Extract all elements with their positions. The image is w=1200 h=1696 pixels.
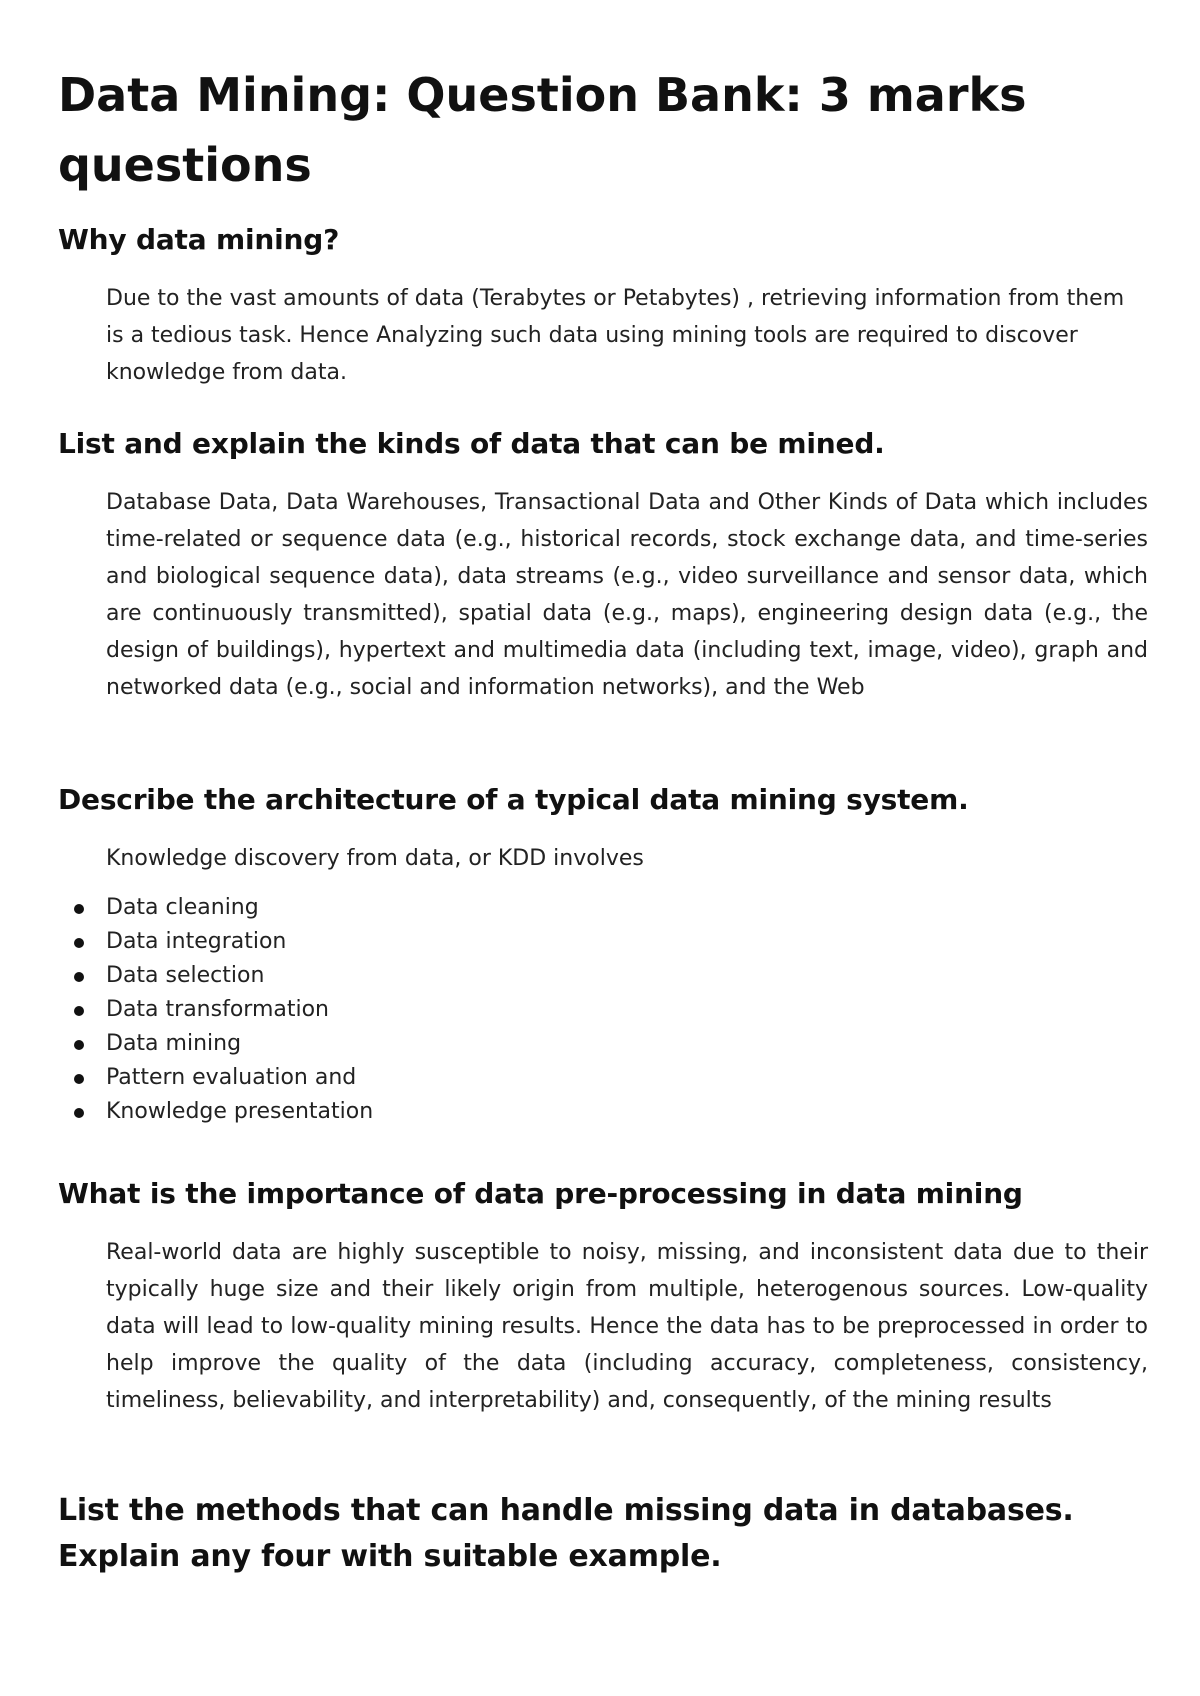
- section-heading: Describe the architecture of a typical data mining system.: [58, 783, 969, 816]
- list-item-label: Data selection: [106, 963, 265, 988]
- bullet-icon: [74, 1006, 84, 1016]
- list-item: [58, 959, 1148, 993]
- section-heading: List and explain the kinds of data that can be mined.: [58, 427, 885, 460]
- bullet-icon: [74, 938, 84, 948]
- section-missing-data: [58, 1488, 1148, 1580]
- list-item-label: Data cleaning: [106, 895, 259, 920]
- list-item: [58, 891, 1148, 925]
- section-kinds-of-data: [58, 422, 1148, 706]
- list-item-label: Knowledge presentation: [106, 1099, 374, 1124]
- bullet-icon: [74, 972, 84, 982]
- page-title: Data Mining: Question Bank: 3 marks questions: [58, 68, 1027, 192]
- kdd-steps-list: [58, 891, 1148, 1129]
- section-body: Real-world data are highly susceptible to noisy, missing, and inconsistent data due to their typically huge size and their likely origin from multiple, heterogenous sources. Low-quality data will lead to low-quality mining results. Hence the data has to be preprocessed in order to help improve the quality of the data (including accuracy, completeness, consistency, timeliness, believability, and interpretability) and, consequently, of the mining results: [106, 1240, 1148, 1413]
- section-heading: What is the importance of data pre-processing in data mining: [58, 1177, 1023, 1210]
- section-body: Due to the vast amounts of data (Terabytes or Petabytes) , retrieving information from them is a tedious task. Hence Analyzing such data using mining tools are required to discover knowledge from data.: [106, 286, 1125, 385]
- section-heading: List the methods that can handle missing data in databases. Explain any four with suitable example.: [58, 1493, 1074, 1574]
- list-item: [58, 993, 1148, 1027]
- list-item: [58, 1061, 1148, 1095]
- bullet-icon: [74, 904, 84, 914]
- section-preprocessing: [58, 1172, 1148, 1419]
- section-heading: Why data mining?: [58, 223, 340, 256]
- section-why-data-mining: [58, 218, 1148, 391]
- list-item-label: Data transformation: [106, 997, 329, 1022]
- section-body: Database Data, Data Warehouses, Transactional Data and Other Kinds of Data which includes time-related or sequence data (e.g., historical records, stock exchange data, and time-series and biological sequence data), data streams (e.g., video surveillance and sensor data, which are continuously transmitted), spatial data (e.g., maps), engineering design data (e.g., the design of buildings), hypertext and multimedia data (including text, image, video), graph and networked data (e.g., social and information networks), and the Web: [106, 490, 1148, 700]
- list-item: [58, 1027, 1148, 1061]
- list-item-label: Pattern evaluation and: [106, 1065, 357, 1090]
- section-architecture: [58, 778, 1148, 1129]
- bullet-icon: [74, 1040, 84, 1050]
- list-item: [58, 925, 1148, 959]
- list-item-label: Data integration: [106, 929, 287, 954]
- bullet-icon: [74, 1074, 84, 1084]
- list-item: [58, 1095, 1148, 1129]
- section-body: Knowledge discovery from data, or KDD involves: [106, 846, 644, 871]
- list-item-label: Data mining: [106, 1031, 242, 1056]
- bullet-icon: [74, 1108, 84, 1118]
